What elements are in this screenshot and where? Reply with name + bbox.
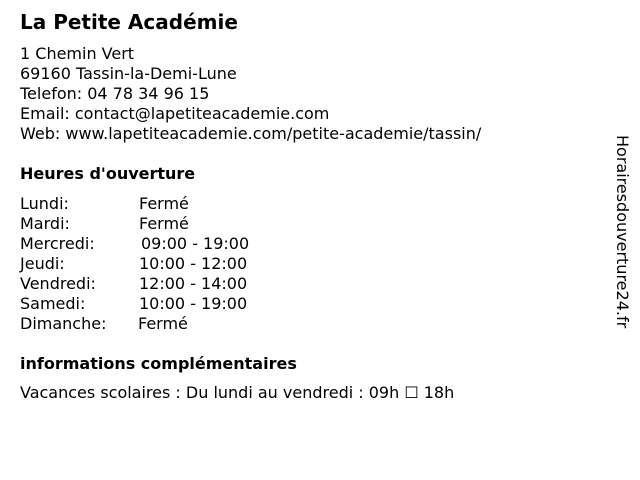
day-label: Mardi: (20, 214, 70, 233)
day-label: Mercredi: (20, 234, 95, 253)
address-street: 1 Chemin Vert (20, 44, 135, 63)
day-hours: Fermé (139, 214, 189, 233)
email-address: Email: contact@lapetiteacademie.com (20, 104, 330, 123)
day-hours: Fermé (138, 314, 188, 333)
day-hours: Fermé (139, 194, 189, 213)
contact-block (20, 44, 481, 144)
day-label: Lundi: (20, 194, 69, 213)
opening-hours-heading: Heures d'ouverture (20, 164, 196, 183)
address-city: 69160 Tassin-la-Demi-Lune (20, 64, 237, 83)
site-watermark: Horairesdouverture24.fr (613, 135, 632, 329)
day-label: Dimanche: (20, 314, 107, 333)
day-hours: 09:00 - 19:00 (141, 234, 250, 253)
day-label: Vendredi: (20, 274, 96, 293)
website-url: Web: www.lapetiteacademie.com/petite-academie/tassin/ (20, 124, 482, 143)
day-hours: 10:00 - 19:00 (139, 294, 248, 313)
day-hours: 12:00 - 14:00 (139, 274, 248, 293)
day-hours: 10:00 - 12:00 (139, 254, 248, 273)
phone-number: Telefon: 04 78 34 96 15 (20, 84, 210, 103)
business-name: La Petite Académie (20, 10, 238, 34)
additional-info-heading: informations complémentaires (20, 354, 297, 373)
school-holidays-note: Vacances scolaires : Du lundi au vendredi : 09h ☐ 18h (20, 383, 455, 402)
day-label: Jeudi: (20, 254, 65, 273)
day-label: Samedi: (20, 294, 86, 313)
